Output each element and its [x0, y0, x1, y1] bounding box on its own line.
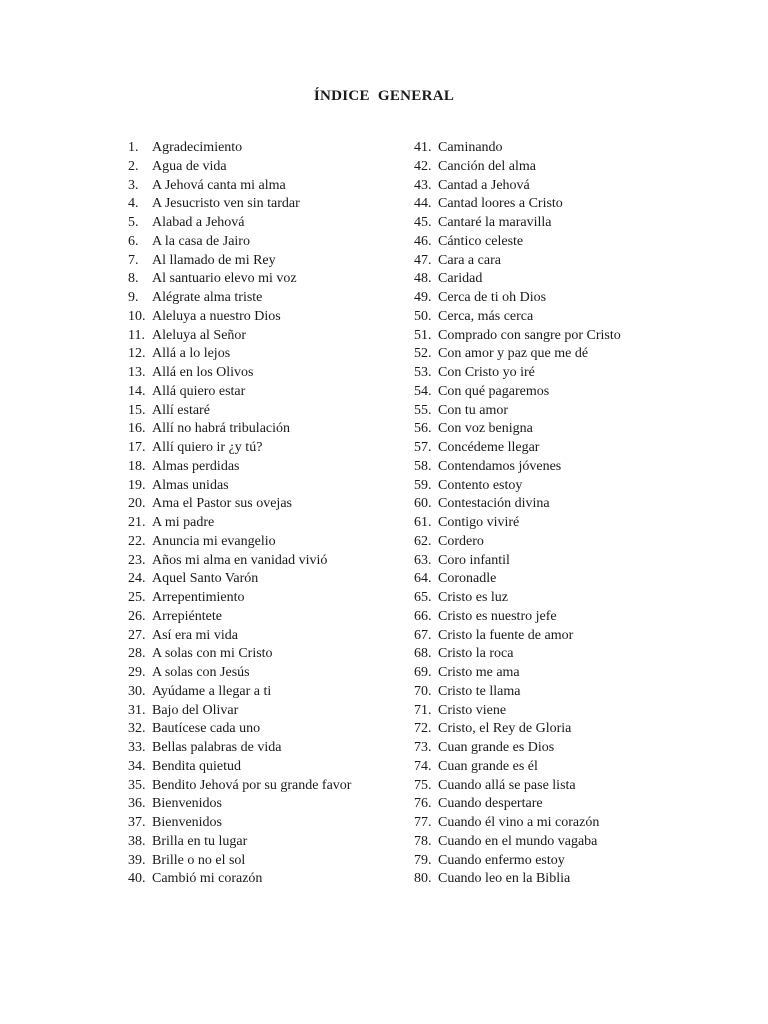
index-entry — [128, 383, 398, 402]
index-entry — [128, 270, 398, 289]
entry-title: Cristo la roca — [438, 646, 514, 662]
entry-title: Con voz benigna — [438, 421, 533, 437]
index-entry — [128, 252, 398, 271]
page-title: ÍNDICE GENERAL — [313, 88, 455, 104]
index-entry — [128, 814, 398, 833]
index-entry — [414, 833, 714, 852]
entry-number: 38. — [128, 833, 146, 849]
entry-title: Con Cristo yo iré — [438, 365, 535, 380]
entry-number: 36. — [128, 796, 146, 812]
entry-number: 14. — [128, 383, 146, 399]
entry-title: Cuan grande es Dios — [438, 740, 555, 755]
index-entry — [414, 139, 714, 158]
entry-number: 80. — [414, 871, 432, 887]
entry-number: 34. — [128, 758, 146, 774]
index-entry — [128, 177, 398, 196]
index-entry — [128, 739, 398, 758]
entry-title: A Jesucristo ven sin tardar — [152, 196, 300, 212]
entry-number: 27. — [128, 627, 146, 643]
entry-number: 8. — [128, 271, 139, 287]
entry-title: Comprado con sangre por Cristo — [438, 327, 621, 343]
index-entry — [128, 289, 398, 308]
entry-title: Alabad a Jehová — [152, 215, 245, 230]
entry-title: Agradecimiento — [152, 140, 243, 155]
entry-title: Bautícese cada uno — [152, 721, 261, 737]
entry-title: Cristo la fuente de amor — [438, 627, 574, 643]
index-column-right — [414, 139, 714, 889]
index-entry — [128, 533, 398, 552]
entry-title: Brilla en tu lugar — [152, 833, 248, 849]
index-entry — [414, 402, 714, 421]
entry-number: 21. — [128, 515, 146, 530]
entry-number: 79. — [414, 852, 432, 868]
index-entry — [414, 777, 714, 796]
entry-title: Arrepentimiento — [152, 590, 245, 605]
entry-title: Almas unidas — [152, 477, 229, 493]
entry-title: Años mi alma en vanidad vivió — [152, 552, 328, 568]
entry-title: A solas con Jesús — [152, 665, 250, 680]
index-entry — [414, 458, 714, 477]
entry-number: 51. — [414, 327, 432, 343]
entry-title: Allá quiero estar — [152, 383, 246, 399]
entry-number: 18. — [128, 458, 146, 474]
index-entry — [414, 158, 714, 177]
entry-number: 9. — [128, 290, 139, 305]
index-entry — [128, 833, 398, 852]
index-entry — [414, 214, 714, 233]
entry-title: Cerca de ti oh Dios — [438, 290, 547, 305]
index-entry — [128, 758, 398, 777]
index-entry — [414, 795, 714, 814]
entry-title: Ayúdame a llegar a ti — [152, 683, 272, 699]
entry-title: Así era mi vida — [152, 627, 238, 643]
entry-number: 50. — [414, 308, 432, 324]
index-entry — [128, 420, 398, 439]
entry-title: Cordero — [438, 533, 484, 549]
index-entry — [128, 327, 398, 346]
index-entry — [414, 195, 714, 214]
index-entry — [128, 495, 398, 514]
entry-title: Concédeme llegar — [438, 440, 540, 455]
entry-number: 46. — [414, 233, 432, 249]
entry-number: 72. — [414, 721, 432, 737]
entry-number: 74. — [414, 758, 432, 774]
index-entry — [414, 720, 714, 739]
index-entry — [414, 589, 714, 608]
entry-title: Cristo, el Rey de Gloria — [438, 721, 572, 737]
entry-title: Bendito Jehová por su grande favor — [152, 777, 352, 793]
entry-number: 17. — [128, 440, 146, 455]
entry-number: 48. — [414, 271, 432, 287]
index-entry — [128, 589, 398, 608]
entry-title: Allí no habrá tribulación — [152, 421, 291, 437]
entry-number: 68. — [414, 646, 432, 662]
index-entry — [128, 645, 398, 664]
index-entry — [128, 345, 398, 364]
index-entry — [128, 439, 398, 458]
index-entry — [414, 289, 714, 308]
entry-number: 13. — [128, 365, 146, 380]
entry-number: 78. — [414, 833, 432, 849]
entry-title: Bendita quietud — [152, 758, 242, 774]
entry-number: 71. — [414, 702, 432, 718]
entry-title: Cambió mi corazón — [152, 871, 263, 887]
index-entry — [414, 364, 714, 383]
entry-title: Alégrate alma triste — [152, 290, 263, 305]
entry-number: 28. — [128, 646, 146, 662]
index-entry — [128, 458, 398, 477]
entry-number: 45. — [414, 215, 432, 230]
entry-title: Contendamos jóvenes — [438, 458, 562, 474]
index-entry — [414, 739, 714, 758]
index-entry — [414, 627, 714, 646]
entry-number: 53. — [414, 365, 432, 380]
entry-title: Con tu amor — [438, 402, 508, 418]
entry-title: Almas perdidas — [152, 458, 240, 474]
entry-title: Contento estoy — [438, 477, 523, 493]
index-entry — [128, 308, 398, 327]
entry-title: Cerca, más cerca — [438, 308, 534, 324]
entry-number: 63. — [414, 552, 432, 568]
entry-title: Coronadle — [438, 571, 497, 587]
index-entry — [414, 645, 714, 664]
index-entry — [414, 308, 714, 327]
entry-title: Agua de vida — [152, 158, 227, 174]
entry-number: 2. — [128, 158, 139, 174]
index-entry — [414, 552, 714, 571]
entry-title: Aleluya al Señor — [152, 327, 247, 343]
index-entry — [414, 177, 714, 196]
entry-title: Caridad — [438, 271, 483, 287]
entry-title: Contestación divina — [438, 496, 550, 512]
entry-title: Cuando enfermo estoy — [438, 852, 565, 868]
entry-title: Cuando despertare — [438, 796, 543, 812]
entry-number: 22. — [128, 533, 146, 549]
entry-number: 76. — [414, 796, 432, 812]
entry-number: 20. — [128, 496, 146, 512]
entry-number: 4. — [128, 196, 139, 212]
index-entry — [414, 233, 714, 252]
entry-number: 25. — [128, 590, 146, 605]
entry-number: 35. — [128, 777, 146, 793]
entry-title: Contigo viviré — [438, 515, 520, 530]
entry-number: 47. — [414, 252, 432, 268]
entry-title: Cuando él vino a mi corazón — [438, 815, 600, 830]
entry-number: 41. — [414, 140, 432, 155]
index-entry — [128, 608, 398, 627]
entry-number: 3. — [128, 177, 139, 193]
entry-title: Allá a lo lejos — [152, 346, 231, 362]
entry-title: A Jehová canta mi alma — [152, 177, 286, 193]
index-entry — [414, 327, 714, 346]
index-entry — [128, 664, 398, 683]
index-entry — [128, 233, 398, 252]
entry-number: 12. — [128, 346, 146, 362]
index-entry — [128, 683, 398, 702]
index-entry — [414, 870, 714, 889]
index-entry — [414, 270, 714, 289]
index-entry — [128, 627, 398, 646]
entry-title: Con amor y paz que me dé — [438, 346, 589, 362]
entry-title: Bienvenidos — [152, 815, 222, 830]
entry-number: 30. — [128, 683, 146, 699]
entry-number: 70. — [414, 683, 432, 699]
entry-title: Ama el Pastor sus ovejas — [152, 496, 292, 512]
entry-title: Anuncia mi evangelio — [152, 533, 276, 549]
entry-number: 58. — [414, 458, 432, 474]
index-entry — [128, 795, 398, 814]
index-entry — [414, 252, 714, 271]
entry-title: Cantad loores a Cristo — [438, 196, 563, 212]
entry-title: Cristo viene — [438, 702, 507, 718]
entry-title: A solas con mi Cristo — [152, 646, 273, 662]
index-entry — [414, 664, 714, 683]
entry-title: Cristo te llama — [438, 683, 521, 699]
index-entry — [128, 702, 398, 721]
entry-title: Brille o no el sol — [152, 852, 246, 868]
index-entry — [414, 345, 714, 364]
index-entry — [128, 570, 398, 589]
entry-number: 16. — [128, 421, 146, 437]
entry-title: Cuando en el mundo vagaba — [438, 833, 598, 849]
entry-number: 7. — [128, 252, 139, 268]
entry-number: 42. — [414, 158, 432, 174]
index-entry — [414, 495, 714, 514]
entry-title: Cristo es nuestro jefe — [438, 608, 557, 624]
entry-number: 54. — [414, 383, 432, 399]
entry-number: 64. — [414, 571, 432, 587]
entry-title: Cuan grande es él — [438, 758, 538, 774]
entry-number: 77. — [414, 815, 432, 830]
index-entry — [128, 364, 398, 383]
entry-number: 69. — [414, 665, 432, 680]
entry-number: 11. — [128, 327, 145, 343]
entry-number: 1. — [128, 140, 139, 155]
entry-title: Cantaré la maravilla — [438, 215, 552, 230]
entry-title: Aleluya a nuestro Dios — [152, 308, 281, 324]
entry-number: 10. — [128, 308, 146, 324]
index-entry — [414, 702, 714, 721]
index-entry — [414, 439, 714, 458]
index-entry — [128, 852, 398, 871]
index-entry — [128, 402, 398, 421]
entry-number: 52. — [414, 346, 432, 362]
entry-number: 5. — [128, 215, 139, 230]
index-entry — [414, 514, 714, 533]
index-entry — [128, 477, 398, 496]
entry-number: 59. — [414, 477, 432, 493]
entry-title: Cristo es luz — [438, 590, 508, 605]
index-entry — [414, 852, 714, 871]
entry-title: Cantad a Jehová — [438, 177, 530, 193]
index-entry — [128, 720, 398, 739]
entry-number: 57. — [414, 440, 432, 455]
index-entry — [128, 514, 398, 533]
entry-title: Bajo del Olivar — [152, 702, 239, 718]
entry-title: Cara a cara — [438, 252, 501, 268]
entry-title: Con qué pagaremos — [438, 383, 550, 399]
index-entry — [128, 195, 398, 214]
index-entry — [128, 870, 398, 889]
index-entry — [128, 158, 398, 177]
entry-title: Arrepiéntete — [152, 608, 222, 624]
entry-title: Al santuario elevo mi voz — [152, 271, 297, 287]
entry-title: Allá en los Olivos — [152, 365, 254, 380]
entry-title: Canción del alma — [438, 158, 536, 174]
entry-number: 33. — [128, 740, 146, 755]
entry-number: 15. — [128, 402, 146, 418]
entry-title: A la casa de Jairo — [152, 233, 250, 249]
entry-title: Al llamado de mi Rey — [152, 252, 276, 268]
entry-number: 26. — [128, 608, 146, 624]
index-column-left — [128, 139, 398, 889]
entry-number: 23. — [128, 552, 146, 568]
entry-number: 31. — [128, 702, 146, 718]
entry-number: 29. — [128, 665, 146, 680]
entry-title: Cántico celeste — [438, 233, 524, 249]
entry-number: 60. — [414, 496, 432, 512]
index-entry — [414, 608, 714, 627]
index-entry — [414, 683, 714, 702]
entry-number: 43. — [414, 177, 432, 193]
index-entry — [414, 758, 714, 777]
entry-number: 44. — [414, 196, 432, 212]
entry-number: 19. — [128, 477, 146, 493]
entry-title: Cuando allá se pase lista — [438, 777, 576, 793]
entry-number: 66. — [414, 608, 432, 624]
entry-title: Cristo me ama — [438, 665, 520, 680]
entry-title: A mi padre — [152, 515, 215, 530]
index-entry — [414, 420, 714, 439]
entry-number: 62. — [414, 533, 432, 549]
index-entry — [414, 383, 714, 402]
entry-number: 6. — [128, 233, 139, 249]
index-entry — [414, 570, 714, 589]
entry-title: Aquel Santo Varón — [152, 571, 259, 587]
entry-number: 32. — [128, 721, 146, 737]
entry-number: 56. — [414, 421, 432, 437]
entry-number: 37. — [128, 815, 146, 830]
entry-number: 67. — [414, 627, 432, 643]
entry-number: 40. — [128, 871, 146, 887]
entry-number: 61. — [414, 515, 432, 530]
entry-number: 24. — [128, 571, 146, 587]
entry-title: Allí estaré — [152, 402, 210, 418]
index-entry — [128, 139, 398, 158]
entry-title: Coro infantil — [438, 552, 510, 568]
entry-title: Cuando leo en la Biblia — [438, 871, 571, 887]
index-entry — [128, 552, 398, 571]
entry-number: 65. — [414, 590, 432, 605]
index-entry — [414, 477, 714, 496]
entry-title: Bellas palabras de vida — [152, 740, 282, 755]
index-entry — [128, 777, 398, 796]
entry-title: Bienvenidos — [152, 796, 222, 812]
index-entry — [414, 533, 714, 552]
entry-number: 73. — [414, 740, 432, 755]
entry-number: 49. — [414, 290, 432, 305]
entry-number: 75. — [414, 777, 432, 793]
entry-title: Caminando — [438, 140, 503, 155]
index-entry — [414, 814, 714, 833]
entry-number: 55. — [414, 402, 432, 418]
entry-title: Allí quiero ir ¿y tú? — [152, 440, 263, 455]
entry-number: 39. — [128, 852, 146, 868]
index-entry — [128, 214, 398, 233]
